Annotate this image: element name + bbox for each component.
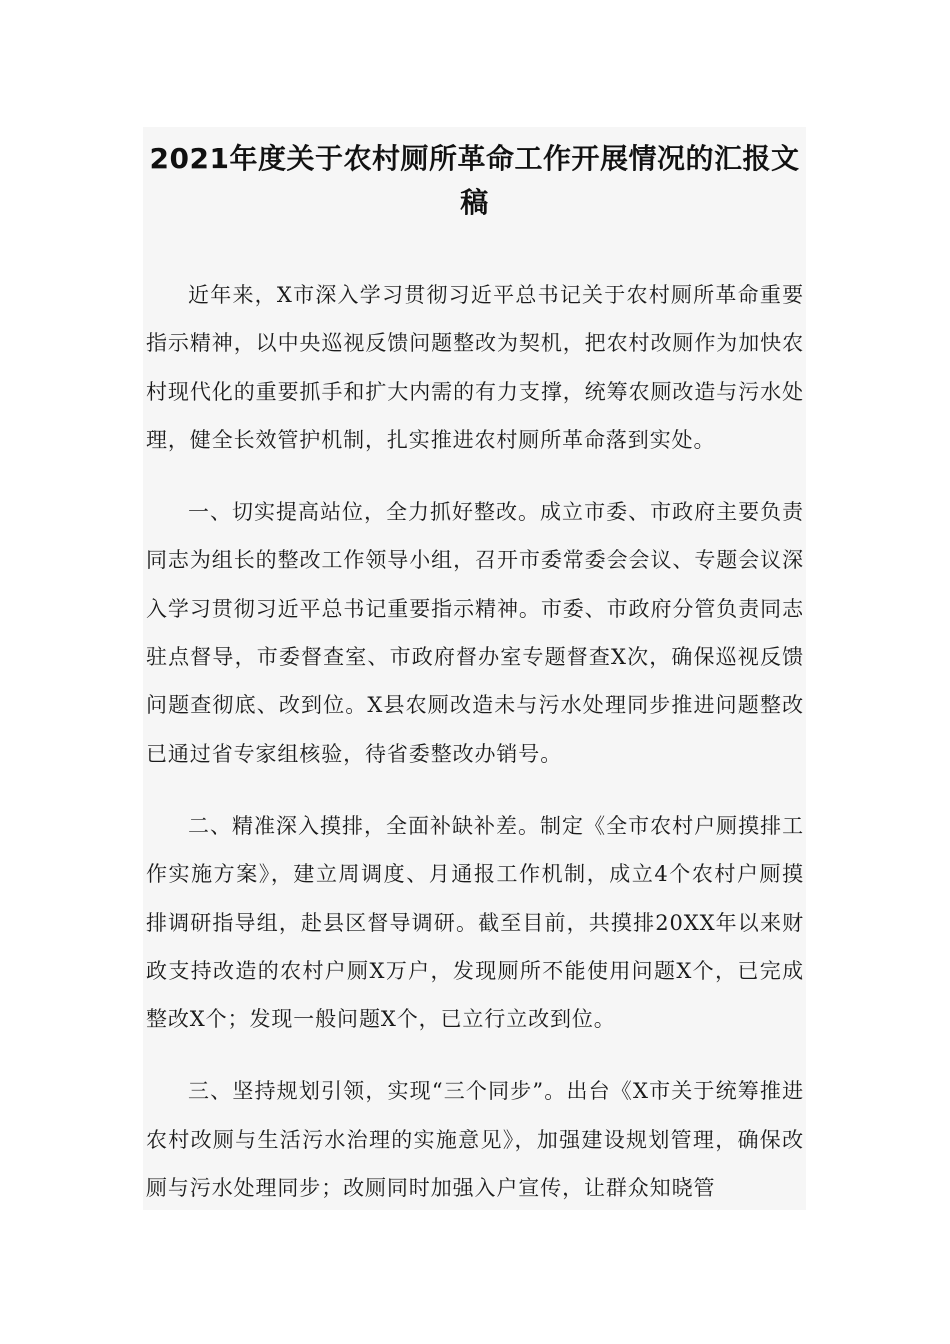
document-body	[143, 271, 806, 1210]
paragraph-section-1: 一、切实提高站位，全力抓好整改。成立市委、市政府主要负责同志为组长的整改工作领导小组，召开市委常委会会议、专题会议深入学习贯彻习近平总书记重要指示精神。市委、市政府分管负责同志驻点督导，市委督查室、市政府督办室专题督查X次，确保巡视反馈问题查彻底、改到位。X县农厕改造未与污水处理同步推进问题整改已通过省专家组核验，待省委整改办销号。	[146, 500, 804, 766]
document-page	[143, 127, 806, 1210]
document-title: 2021年度关于农村厕所革命工作开展情况的汇报文稿	[149, 142, 800, 219]
paragraph-section-2: 二、精准深入摸排，全面补缺补差。制定《全市农村户厕摸排工作实施方案》，建立周调度、月通报工作机制，成立4个农村户厕摸排调研指导组，赴县区督导调研。截至目前，共摸排20XX年以来财政支持改造的农村户厕X万户，发现厕所不能使用问题X个，已完成整改X个；发现一般问题X个，已立行立改到位。	[146, 813, 804, 1032]
paragraph-intro: 近年来，X市深入学习贯彻习近平总书记关于农村厕所革命重要指示精神，以中央巡视反馈问题整改为契机，把农村改厕作为加快农村现代化的重要抓手和扩大内需的有力支撑，统筹农厕改造与污水处理，健全长效管护机制，扎实推进农村厕所革命落到实处。	[146, 283, 804, 452]
paragraph-section-3: 三、坚持规划引领，实现“三个同步”。出台《X市关于统筹推进农村改厕与生活污水治理的实施意见》，加强建设规划管理，确保改厕与污水处理同步；改厕同时加强入户宣传，让群众知晓管	[146, 1079, 804, 1201]
